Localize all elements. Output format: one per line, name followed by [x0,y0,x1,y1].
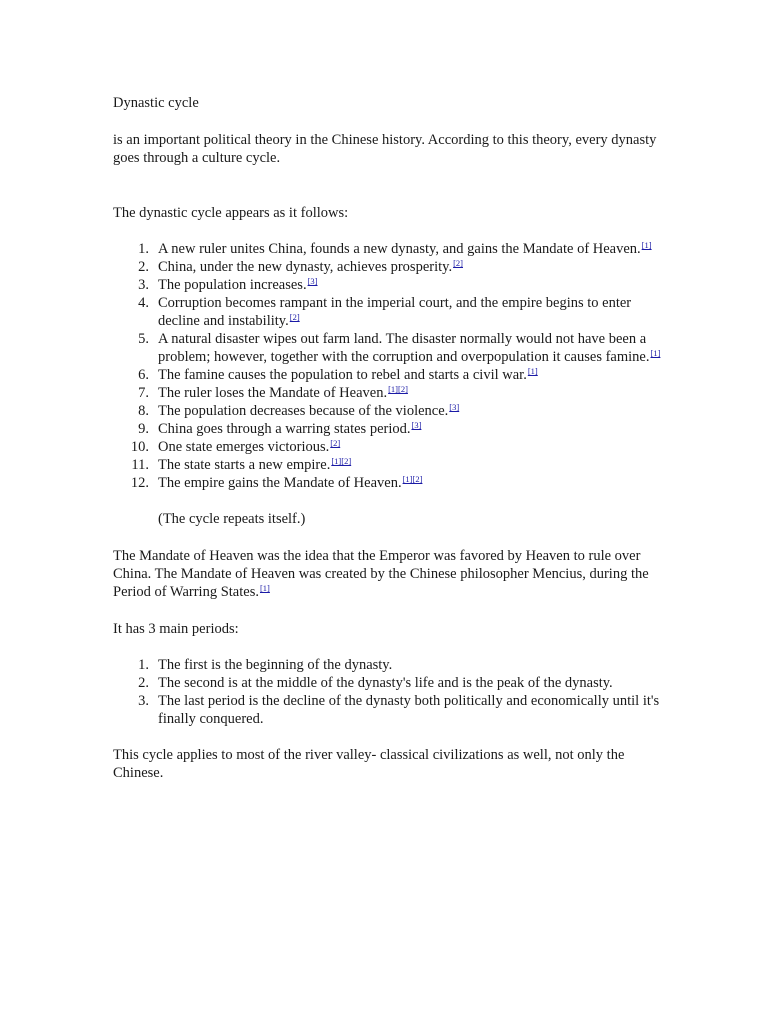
mandate-paragraph [113,547,661,601]
citation-link[interactable]: [1] [259,583,270,593]
list-item [113,674,661,692]
list-item [113,294,661,330]
document-body [113,94,661,782]
list-item [113,438,661,456]
citation-link[interactable]: [1] [650,348,661,358]
list-item-text: China goes through a warring states period. [158,421,411,437]
mandate-text: The Mandate of Heaven was the idea that the Emperor was favored by Heaven to rule over China. The Mandate of Heaven was created by the Chinese philosopher Mencius, during the Period of Warring States. [113,548,649,600]
cycle-steps-list [113,240,661,492]
list-number: 11. [131,457,149,473]
list-item [113,420,661,438]
citation-link[interactable]: [3] [449,402,460,412]
list-item-text: The ruler loses the Mandate of Heaven. [158,385,388,401]
citation-link[interactable]: [1] [641,240,652,250]
list-item [113,692,661,728]
list-number: 3. [138,693,149,709]
citation-link[interactable]: [1] [527,366,538,376]
list-item-text: The population decreases because of the violence. [158,403,449,419]
list-item-text: A natural disaster wipes out farm land. The disaster normally would not have been a problem; however, together with the corruption and overpopulation it causes famine. [158,331,650,365]
list-item-text: The population increases. [158,277,307,293]
list-number: 8. [138,403,149,419]
list-item-text: Corruption becomes rampant in the imperial court, and the empire begins to enter decline and instability. [158,295,632,329]
list-number: 1. [138,657,149,673]
intro-paragraph: is an important political theory in the Chinese history. According to this theory, every dynasty goes through a culture cycle. [113,132,657,166]
list-item-text: The state starts a new empire. [158,457,331,473]
citation-link[interactable]: [2] [453,258,463,268]
cycle-repeat-note: (The cycle repeats itself.) [158,511,306,527]
citation-link[interactable]: [2] [289,312,300,322]
list-item-text: The second is at the middle of the dynasty's life and is the peak of the dynasty. [158,675,613,691]
document-title: Dynastic cycle [113,95,199,111]
list-number: 4. [138,295,149,311]
citation-link[interactable]: [1][2] [331,456,352,466]
list-item [113,656,661,674]
list-item-text: The famine causes the population to rebel and starts a civil war. [158,367,527,383]
list-number: 9. [138,421,149,437]
periods-lead-text: It has 3 main periods: [113,621,239,637]
citation-link[interactable]: [3] [411,420,422,430]
list-item-text: A new ruler unites China, founds a new dynasty, and gains the Mandate of Heaven. [158,241,641,257]
list-item [113,330,661,366]
list-number: 2. [138,675,149,691]
list-number: 3. [138,277,149,293]
list-item [113,474,661,492]
list-item-text: The first is the beginning of the dynasty. [158,657,393,673]
periods-list [113,656,661,728]
list-item [113,366,661,384]
list-number: 7. [138,385,149,401]
list-item [113,240,661,258]
list-number: 2. [138,259,149,275]
list-number: 10. [130,439,149,455]
citation-link[interactable]: [1][2] [388,384,408,394]
list-number: 5. [138,331,149,347]
list-item-text: China, under the new dynasty, achieves prosperity. [158,259,453,275]
list-item-text: The empire gains the Mandate of Heaven. [158,475,402,491]
cycle-lead-text: The dynastic cycle appears as it follows: [113,205,349,221]
list-item [113,456,661,474]
closing-paragraph: This cycle applies to most of the river valley- classical civilizations as well, not only the Chinese. [113,747,625,781]
list-item [113,258,661,276]
list-item-text: One state emerges victorious. [158,439,330,455]
citation-link[interactable]: [2] [330,438,341,448]
list-number: 12. [130,475,149,491]
citation-link[interactable]: [3] [307,276,318,286]
list-item [113,276,661,294]
list-item [113,384,661,402]
list-item [113,402,661,420]
list-item-text: The last period is the decline of the dynasty both politically and economically until it's finally conquered. [158,693,660,727]
list-number: 6. [138,367,149,383]
citation-link[interactable]: [1][2] [402,474,423,484]
list-number: 1. [138,241,149,257]
